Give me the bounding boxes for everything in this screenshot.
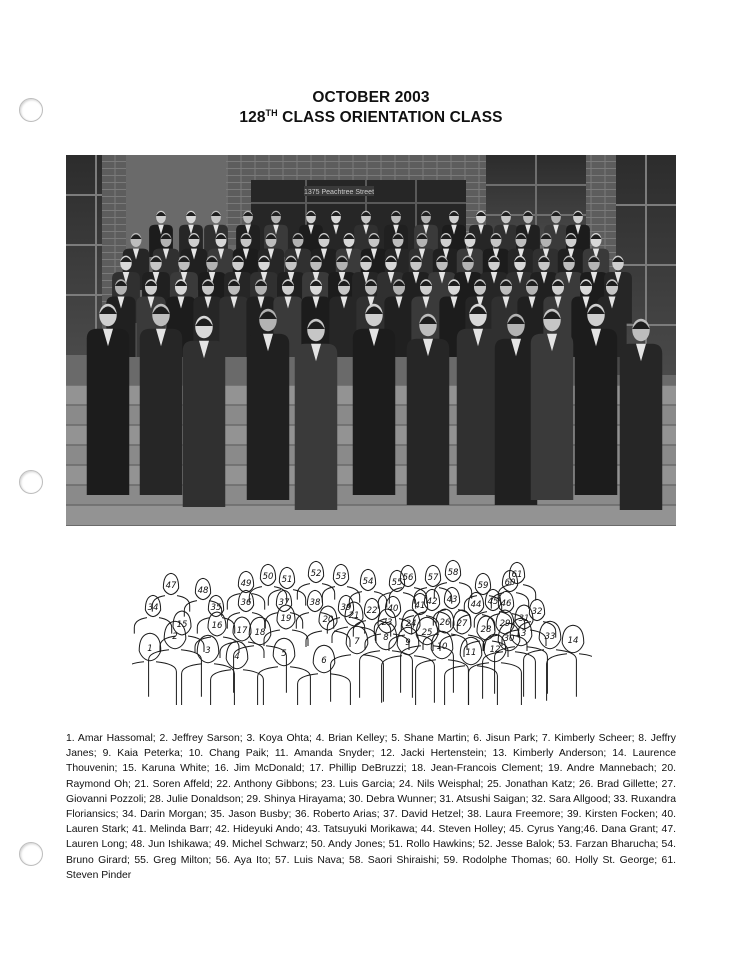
sketch-person-number: 26 (439, 618, 451, 628)
sketch-person-number: 34 (147, 603, 159, 613)
sketch-person-number: 16 (211, 621, 223, 631)
sketch-person-number: 18 (254, 628, 266, 638)
sketch-person-number: 6 (321, 656, 327, 666)
sketch-person-number: 37 (278, 598, 290, 608)
sketch-person-number: 49 (240, 579, 252, 589)
sketch-body-outline (132, 662, 176, 705)
sketch-person-number: 1 (147, 644, 153, 654)
sketch-person-number: 27 (456, 619, 468, 629)
sketch-person-number: 60 (504, 578, 516, 588)
sketch-person-number: 3 (205, 646, 211, 656)
sketch-person-number: 13 (515, 629, 527, 639)
sketch-body-outline (306, 631, 350, 647)
sketch-person-number: 48 (197, 586, 209, 596)
sketch-person-number: 15 (176, 620, 188, 630)
sketch-person-number: 12 (489, 645, 501, 655)
sketch-person-number: 14 (567, 636, 579, 646)
sketch-person-number: 23 (381, 618, 393, 628)
sketch-person-number: 47 (165, 581, 177, 591)
sketch-person-number: 30 (503, 634, 515, 644)
sketch-body-outline (258, 667, 311, 705)
building-address-sign: 1375 Peachtree Street (303, 189, 375, 196)
sketch-body-outline (401, 646, 454, 693)
sketch-body-outline (331, 655, 384, 702)
group-photo (66, 155, 676, 526)
sketch-person-number: 8 (383, 633, 389, 643)
sketch-body-outline (382, 656, 435, 703)
sketch-person-number: 55 (391, 578, 403, 588)
sketch-person-number: 5 (281, 649, 287, 659)
sketch-person-number: 39 (340, 603, 352, 613)
photo-person-body (531, 334, 574, 500)
sketch-person-number: 52 (310, 569, 322, 579)
photo-person (620, 319, 663, 510)
sketch-person-number: 38 (309, 598, 321, 608)
photo-person-body (353, 329, 396, 495)
sketch-person-number: 11 (465, 648, 477, 658)
binder-hole-bottom (19, 842, 43, 866)
sketch-body-outline (211, 670, 264, 705)
sketch-person-number: 40 (387, 604, 399, 614)
sketch-person-number: 46 (500, 599, 512, 609)
binder-hole-middle (19, 470, 43, 494)
sketch-person-number: 61 (511, 570, 523, 580)
photo-person-body (457, 329, 500, 495)
sketch-person-number: 41 (414, 601, 426, 611)
photo-person-body (183, 341, 226, 507)
sketch-person-number: 35 (210, 603, 222, 613)
sketch-person-number: 32 (531, 607, 543, 617)
sketch-person-number: 17 (236, 626, 248, 636)
sketch-person-number: 28 (480, 625, 492, 635)
sketch-body-outline (445, 666, 498, 705)
photo-person-body (407, 339, 450, 505)
sketch-body-outline (483, 652, 536, 699)
sketch-body-outline (360, 651, 413, 698)
photo-person-body (140, 329, 183, 495)
sketch-person-number: 54 (362, 577, 374, 587)
photo-person (575, 304, 618, 495)
sketch-person-number: 53 (335, 572, 347, 582)
photo-person (295, 319, 338, 510)
sketch-person-number: 21 (348, 611, 360, 621)
sketch-person-number: 9 (405, 638, 411, 648)
sketch-person-number: 56 (402, 573, 414, 583)
sketch-body-outline (234, 646, 287, 693)
sketch-person-number: 2 (172, 632, 178, 642)
sketch-person-number: 36 (240, 598, 252, 608)
photo-person (531, 309, 574, 500)
title-class-suffix: TH (265, 108, 278, 118)
sketch-person-number: 20 (322, 615, 334, 625)
title-class-number: 128 (239, 109, 266, 126)
sketch-person-number: 22 (366, 606, 378, 616)
title-class-line (0, 108, 742, 128)
sketch-body-outline (149, 650, 202, 697)
sketch-body-outline (264, 630, 308, 646)
photo-person-body (620, 344, 663, 510)
sketch-person-number: 45 (487, 597, 499, 607)
photo-person (457, 304, 500, 495)
sketch-person-number: 51 (281, 575, 293, 585)
sketch-body-outline (134, 618, 171, 634)
sketch-person-number: 43 (446, 595, 458, 605)
photo-person (353, 304, 396, 495)
sketch-person-number: 42 (426, 597, 438, 607)
sketch-person-number: 58 (447, 568, 459, 578)
title-date: OCTOBER 2003 (312, 89, 430, 106)
sketch-person-number: 25 (421, 628, 433, 638)
sketch-person-number: 50 (262, 572, 274, 582)
photo-person-body (247, 334, 290, 500)
sketch-body-outline (195, 637, 239, 653)
photo-person-body (575, 329, 618, 495)
sketch-body-outline (524, 650, 577, 697)
photo-step (66, 505, 676, 525)
sketch-person-number: 19 (280, 614, 292, 624)
page-title (0, 88, 742, 128)
sketch-person-number: 29 (499, 619, 511, 629)
sketch-person-number: 59 (477, 581, 489, 591)
sketch-person-number: 31 (518, 614, 530, 624)
title-class-text: CLASS ORIENTATION CLASS (277, 109, 503, 126)
photo-person (183, 316, 226, 507)
sketch-person-number: 44 (470, 600, 482, 610)
photo-person (247, 309, 290, 500)
photo-person (87, 304, 130, 495)
photo-person (407, 314, 450, 505)
sketch-person-number: 7 (354, 637, 360, 647)
key-sketch-drawing (132, 555, 592, 705)
sketch-body-outline (298, 674, 351, 705)
photo-person-body (87, 329, 130, 495)
photo-person (140, 304, 183, 495)
sketch-person-number: 10 (436, 642, 448, 652)
key-sketch (132, 555, 592, 705)
sketch-body-outline (547, 654, 592, 701)
sketch-person-number: 57 (427, 573, 439, 583)
name-key-caption: 1. Amar Hassomal; 2. Jeffrey Sarson; 3. Koya Ohta; 4. Brian Kelley; 5. Shane Martin; 6. Jisun Park; 7. Kimberly Scheer; 8. Jeffry Janes; 9. Kaia Peterka; 10. Chang Paik; 11. Amanda Snyder; 12. Jacki Hertenstein; 13. Kimberly Anderson; 14. Laurence Thouvenin; 15. Karuna White; 16. Jim McDonald; 17. Phillip DeBruzzi; 18. Jean-Francois Clement; 19. Andre Mannebach; 20. Raymond Oh; 21. Soren Affeld; 22. Anthony Gibbons; 23. Luis Garcia; 24. Nils Weisphal; 25. Jonathan Katz; 26. Brad Gillette; 27. Giovanni Pozzoli; 28. Julie Donaldson; 29. Shinya Hirayama; 30. Debra Wunner; 31. Atsushi Saigan; 32. Sara Allgood; 33. Ruxandra Floriansics; 34. Darin Morgan; 35. Jason Busby; 36. Roberto Arias; 37. David Hetzel; 38. Laura Freemore; 39. Kirsten Focken; 40. Lauren Stark; 41. Melinda Barr; 42. Hideyuki Ando; 43. Tatsuyuki Morikawa; 44. Steven Holley; 45. Cyrus Yang;46. Dana Grant; 47. Lauren Long; 48. Jun Ishikawa; 49. Michel Schwarz; 50. Andy Jones; 51. Rollo Hawkins; 52. Jesse Balok; 53. Farzan Bharucha; 54. Bruno Girard; 55. Greg Milton; 56. Aya Ito; 57. Luis Nava; 58. Saori Shiraishi; 59. Rodolphe Thomas; 60. Holly St. George; 61. Steven Pinder (66, 733, 676, 881)
photo-person-body (295, 344, 338, 510)
sketch-person-number: 24 (405, 619, 417, 629)
sketch-person-number: 4 (234, 652, 240, 662)
sketch-person-number: 33 (544, 632, 556, 642)
group-photo-image (66, 155, 676, 526)
